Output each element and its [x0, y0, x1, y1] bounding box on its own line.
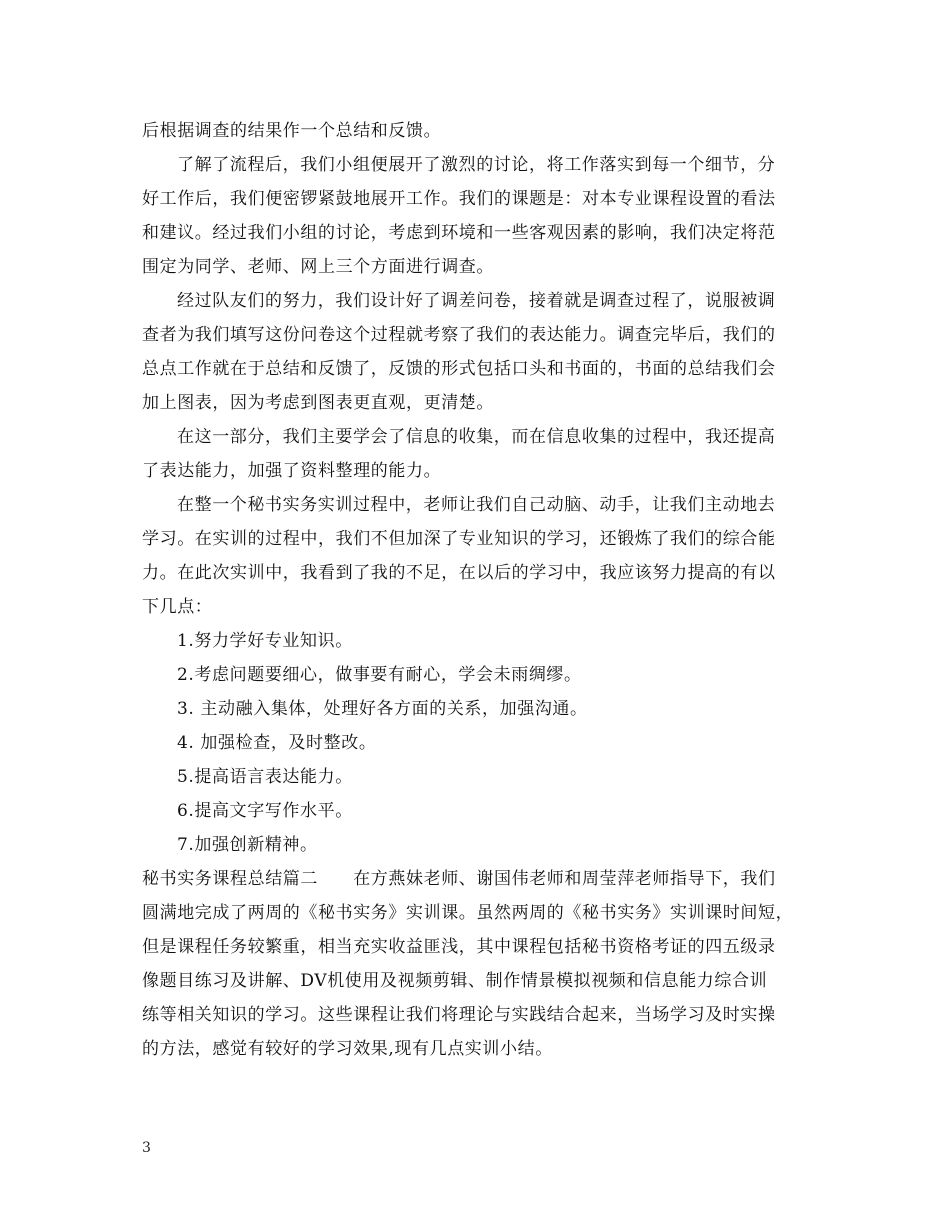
text-line: 练等相关知识的学习。这些课程让我们将理论与实践结合起来，当场学习及时实操	[142, 1005, 776, 1025]
list-item: 1.努力学好专业知识。	[177, 631, 353, 651]
text-line: 总点工作就在于总结和反馈了，反馈的形式包括口头和书面的，书面的总结我们会	[142, 359, 776, 379]
text-line: 后根据调查的结果作一个总结和反馈。	[142, 121, 442, 141]
text-line: 好工作后，我们便密锣紧鼓地展开工作。我们的课题是：对本专业课程设置的看法	[142, 189, 776, 209]
text-line: 学习。在实训的过程中，我们不但加深了专业知识的学习，还锻炼了我们的综合能	[142, 529, 776, 549]
list-item: 7.加强创新精神。	[177, 835, 318, 855]
text-line: 围定为同学、老师、网上三个方面进行调查。	[142, 257, 494, 277]
list-item: 3. 主动融入集体，处理好各方面的关系，加强沟通。	[177, 699, 588, 719]
text-line: 的方法，感觉有较好的学习效果,现有几点实训小结。	[142, 1039, 553, 1059]
text-line: 下几点：	[142, 597, 213, 617]
text-line: 圆满地完成了两周的《秘书实务》实训课。虽然两周的《秘书实务》实训课时间短，	[142, 903, 794, 923]
list-item: 4. 加强检查，及时整改。	[177, 733, 377, 753]
list-item: 6.提高文字写作水平。	[177, 801, 353, 821]
text-line: 查者为我们填写这份问卷这个过程就考察了我们的表达能力。调查完毕后，我们的	[142, 325, 776, 345]
list-item: 2.考虑问题要细心，做事要有耐心，学会未雨绸缪。	[177, 665, 582, 685]
text-line: 在这一部分，我们主要学会了信息的收集，而在信息收集的过程中，我还提高	[177, 427, 776, 447]
text-line: 了解了流程后，我们小组便展开了激烈的讨论，将工作落实到每一个细节，分	[177, 155, 776, 175]
text-line: 和建议。经过我们小组的讨论，考虑到环境和一些客观因素的影响，我们决定将范	[142, 223, 776, 243]
text-line: 力。在此次实训中，我看到了我的不足，在以后的学习中，我应该努力提高的有以	[142, 563, 776, 583]
text-line: 经过队友们的努力，我们设计好了调差问卷，接着就是调查过程了，说服被调	[177, 291, 776, 311]
text-line: 但是课程任务较繁重，相当充实收益匪浅，其中课程包括秘书资格考证的四五级录	[142, 937, 776, 957]
text-line: 了表达能力，加强了资料整理的能力。	[142, 461, 442, 481]
text-line: 像题目练习及讲解、DV机使用及视频剪辑、制作情景模拟视频和信息能力综合训	[142, 971, 768, 991]
text-line: 在整一个秘书实务实训过程中，老师让我们自己动脑、动手，让我们主动地去	[177, 495, 776, 515]
page-number: 3	[142, 1140, 151, 1156]
text-line: 秘书实务课程总结篇二 在方燕妹老师、谢国伟老师和周莹萍老师指导下，我们	[142, 869, 776, 889]
list-item: 5.提高语言表达能力。	[177, 767, 353, 787]
text-line: 加上图表，因为考虑到图表更直观，更清楚。	[142, 393, 494, 413]
